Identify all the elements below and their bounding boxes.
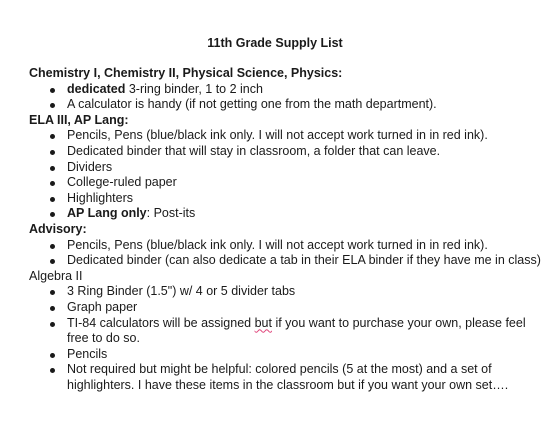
list-item: Highlighters [29, 191, 544, 207]
list-item: College-ruled paper [29, 175, 544, 191]
list-item: Pencils, Pens (blue/black ink only. I will not accept work turned in in red ink). [29, 238, 544, 254]
bullet-list [29, 284, 544, 393]
section-heading: Chemistry I, Chemistry II, Physical Science, Physics: [29, 66, 343, 80]
list-item: AP Lang only: Post-its [29, 206, 544, 222]
bullet-icon [50, 259, 55, 264]
bullet-icon [50, 181, 55, 186]
bullet-icon [50, 103, 55, 108]
bullet-list [29, 82, 544, 113]
list-item: dedicated 3-ring binder, 1 to 2 inch [29, 82, 544, 98]
bullet-list [29, 238, 544, 269]
section-ela [29, 113, 544, 222]
bullet-icon [50, 368, 55, 373]
bullet-icon [50, 166, 55, 171]
spellcheck-underline: but [254, 315, 272, 330]
list-item: TI-84 calculators will be assigned but if you want to purchase your own, please feel free to do so. [29, 316, 544, 347]
section-algebra [29, 269, 544, 394]
section-science [29, 66, 544, 113]
section-advisory [29, 222, 544, 269]
bullet-icon [50, 134, 55, 139]
bullet-icon [50, 290, 55, 295]
bullet-icon [50, 322, 55, 327]
page-title: 11th Grade Supply List [207, 36, 343, 50]
bullet-icon [50, 88, 55, 93]
bullet-icon [50, 353, 55, 358]
list-item: Graph paper [29, 300, 544, 316]
list-item: Dedicated binder that will stay in classroom, a folder that can leave. [29, 144, 544, 160]
bullet-icon [50, 212, 55, 217]
list-item: Not required but might be helpful: colored pencils (5 at the most) and a set of highlighters. I have these items in the classroom but if you want your own set…. [29, 362, 544, 393]
bullet-list [29, 128, 544, 222]
list-item: 3 Ring Binder (1.5") w/ 4 or 5 divider tabs [29, 284, 544, 300]
list-item: Dedicated binder (can also dedicate a tab in their ELA binder if they have me in class) [29, 253, 544, 269]
bullet-icon [50, 306, 55, 311]
bullet-icon [50, 197, 55, 202]
bullet-icon [50, 244, 55, 249]
section-heading: Algebra II [29, 268, 83, 283]
list-item: Pencils [29, 347, 544, 363]
section-heading: Advisory: [29, 221, 87, 236]
list-item: A calculator is handy (if not getting one from the math department). [29, 97, 544, 113]
list-item: Pencils, Pens (blue/black ink only. I will not accept work turned in in red ink). [29, 128, 544, 144]
supply-sections [29, 66, 544, 393]
list-item: Dividers [29, 160, 544, 176]
bullet-icon [50, 150, 55, 155]
section-heading: ELA III, AP Lang: [29, 112, 129, 127]
